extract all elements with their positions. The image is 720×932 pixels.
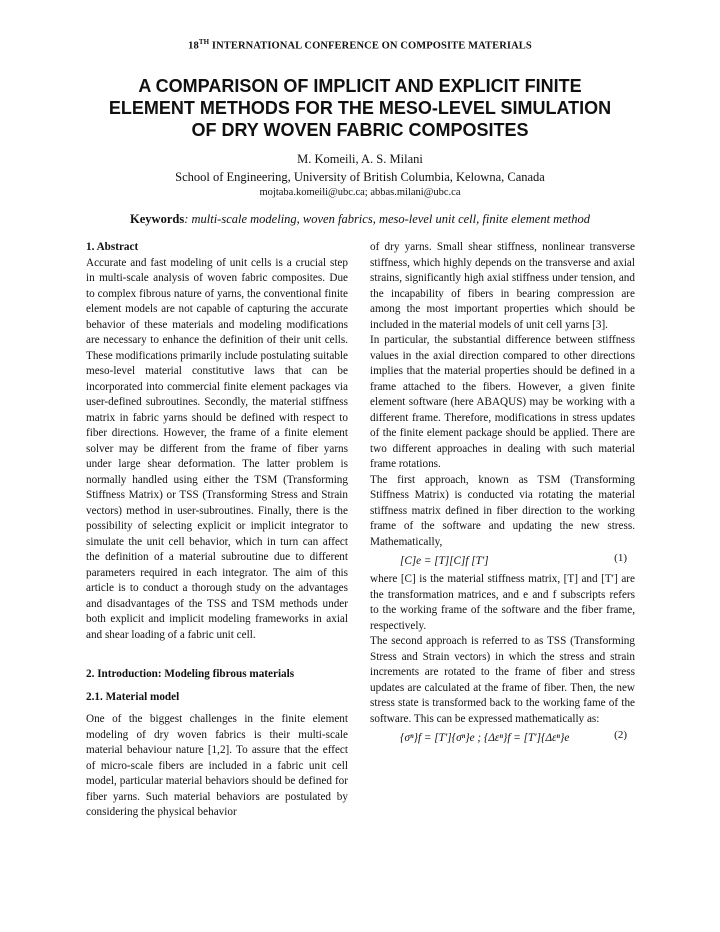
paper-title (60, 75, 660, 141)
conference-number: 18 (188, 40, 199, 52)
equation-1-body: [C]e = [T][C]f [T′] (400, 555, 489, 567)
introduction-heading: 2. Introduction: Modeling fibrous materials (86, 668, 295, 680)
paragraph-tss: The second approach is referred to as TSS (Transforming Stress and Strain vectors) in which the stress and strain increments are rotated to the frame of fiber and stress updates are calculated at the frame of fiber. Then, the new stress state is transformed back to the working fame of the software. This can be expressed mathematically as: (370, 635, 635, 725)
material-model-text: One of the biggest challenges in the finite element modeling of dry woven fabrics is their multi-scale material behaviour nature [1,2]. To assure that the effect of micro-scale fibers are included in a fabric unit cell model, particular material behaviors should be defined for fiber yarns. Such material behaviors are postulated by considering the physical behavior (86, 713, 348, 818)
affiliation: School of Engineering, University of British Columbia, Kelowna, Canada (175, 170, 545, 184)
equation-1-number: (1) (614, 552, 627, 564)
material-model-heading: 2.1. Material model (86, 690, 180, 703)
author-emails: mojtaba.komeili@ubc.ca; abbas.milani@ubc.ca (259, 187, 461, 198)
paragraph-dry-yarns: of dry yarns. Small shear stiffness, nonlinear transverse stiffness, which highly depends on the transverse and axial strains, significantly high axial stiffness under tension, and the incapability of fibers in bearing compression are among the most important properties which should be included in the material models of unit cell yarns [3]. (370, 241, 635, 331)
title-line-3: OF DRY WOVEN FABRIC COMPOSITES (191, 120, 529, 140)
right-column (370, 240, 635, 749)
equation-2-number: (2) (614, 729, 627, 741)
equation-1 (370, 550, 635, 572)
equation-2 (370, 727, 635, 749)
paragraph-stiffness-matrix-definition: where [C] is the material stiffness matrix, [T] and [T′] are the transformation matrices, and e and f subscripts refers to the working frame of the software and the fiber frame, respectively. (370, 573, 635, 632)
keywords-text: : multi-scale modeling, woven fabrics, meso-level unit cell, finite element method (184, 212, 590, 226)
authors: M. Komeili, A. S. Milani (297, 152, 423, 166)
conference-number-suffix: TH (198, 38, 210, 46)
abstract-heading: 1. Abstract (86, 241, 139, 253)
keywords (0, 212, 720, 227)
abstract-text: Accurate and fast modeling of unit cells is a crucial step in multi-scale analysis of woven fabric composites. Due to complex fibrous nature of yarns, the conventional finite element models are not capable of capturing the accurate behavior of these materials and modeling modifications are necessary to enhance the definition of their unit cells. These modifications primarily include postulating suitable meso-level material constitutive laws that can be incorporated into commercial finite element packages via user-defined subroutines. Secondly, the material stiffness matrix in fabric yarns should be defined with respect to fiber directions. However, the frame of a finite element solver may be different from the frame of fiber yarns under large shear deformation. The latter problem is normally handled using either the TSM (Transforming Stiffness Matrix) or TSS (Transforming Stress and Strain vectors) method in user-subroutines. Finally, there is the possibility of selecting explicit or implicit integrator to simulate the unit cell behavior, which in turn can affect the definition of a material subroutine due to different parameters required in each integrator. The aim of this article is to conduct a thorough study on the advantages and disadvantages of the TSS and TSM methods under both explicit and implicit modeling frameworks in axial and shear loading of a fabric unit cell. (86, 256, 348, 641)
left-column (86, 240, 348, 821)
conference-header (0, 38, 720, 52)
paragraph-stiffness-frame: In particular, the substantial difference between stiffness values in the axial direction compared to other directions implies that the material properties should be defined in a frame attached to the fibers. However, a given finite element software (here ABAQUS) may be working with a different frame. Therefore, modifications in stress updates of the finite element package should be applied. There are two different approaches in dealing with such material frame rotations. (370, 334, 635, 470)
paragraph-tsm: The first approach, known as TSM (Transforming Stiffness Matrix) is conducted via rotating the material stiffness matrix defined in fiber direction to the working frame of the software and updating the new stress. Mathematically, (370, 473, 635, 548)
keywords-label: Keywords (130, 212, 185, 226)
equation-2-body: {σⁿ}f = [T′]{σⁿ}e ; {Δεⁿ}f = [T′]{Δεⁿ}e (400, 732, 570, 744)
title-line-1: A COMPARISON OF IMPLICIT AND EXPLICIT FINITE (138, 76, 582, 96)
title-line-2: ELEMENT METHODS FOR THE MESO-LEVEL SIMULATION (108, 98, 612, 118)
conference-name: INTERNATIONAL CONFERENCE ON COMPOSITE MATERIALS (209, 40, 532, 52)
